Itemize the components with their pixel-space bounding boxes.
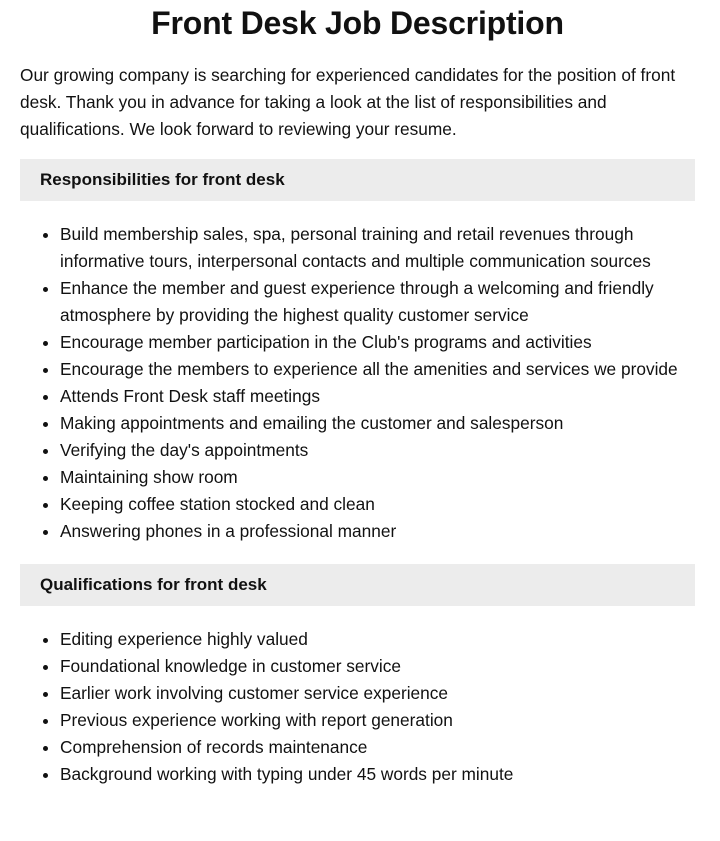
intro-paragraph: Our growing company is searching for experienced candidates for the position of front desk. Thank you in advance for taking a look at the list of responsibilities and qualifications. We look forward to reviewing your resume.	[20, 65, 676, 139]
qualifications-list	[20, 626, 695, 788]
list-item: • Editing experience highly valued	[60, 626, 695, 653]
list-item: • Previous experience working with report generation	[60, 707, 695, 734]
list-item: • Encourage the members to experience all the amenities and services we provide	[60, 356, 695, 383]
responsibilities-heading: Responsibilities for front desk	[20, 159, 695, 201]
list-item: • Attends Front Desk staff meetings	[60, 383, 695, 410]
list-item: • Making appointments and emailing the customer and salesperson	[60, 410, 695, 437]
list-item: • Background working with typing under 45 words per minute	[60, 761, 695, 788]
list-item: • Encourage member participation in the Club's programs and activities	[60, 329, 695, 356]
list-item: • Keeping coffee station stocked and clean	[60, 491, 695, 518]
list-item: • Comprehension of records maintenance	[60, 734, 695, 761]
list-item: • Answering phones in a professional manner	[60, 518, 695, 545]
list-item: • Foundational knowledge in customer service	[60, 653, 695, 680]
list-item: • Earlier work involving customer service experience	[60, 680, 695, 707]
page-title: Front Desk Job Description	[151, 5, 564, 41]
list-item: • Maintaining show room	[60, 464, 695, 491]
responsibilities-list	[20, 221, 695, 545]
list-item: • Build membership sales, spa, personal training and retail revenues through informative tours, interpersonal contacts and multiple communication sources	[60, 221, 695, 275]
qualifications-heading: Qualifications for front desk	[20, 564, 695, 606]
list-item: • Enhance the member and guest experience through a welcoming and friendly atmosphere by providing the highest quality customer service	[60, 275, 695, 329]
list-item: • Verifying the day's appointments	[60, 437, 695, 464]
